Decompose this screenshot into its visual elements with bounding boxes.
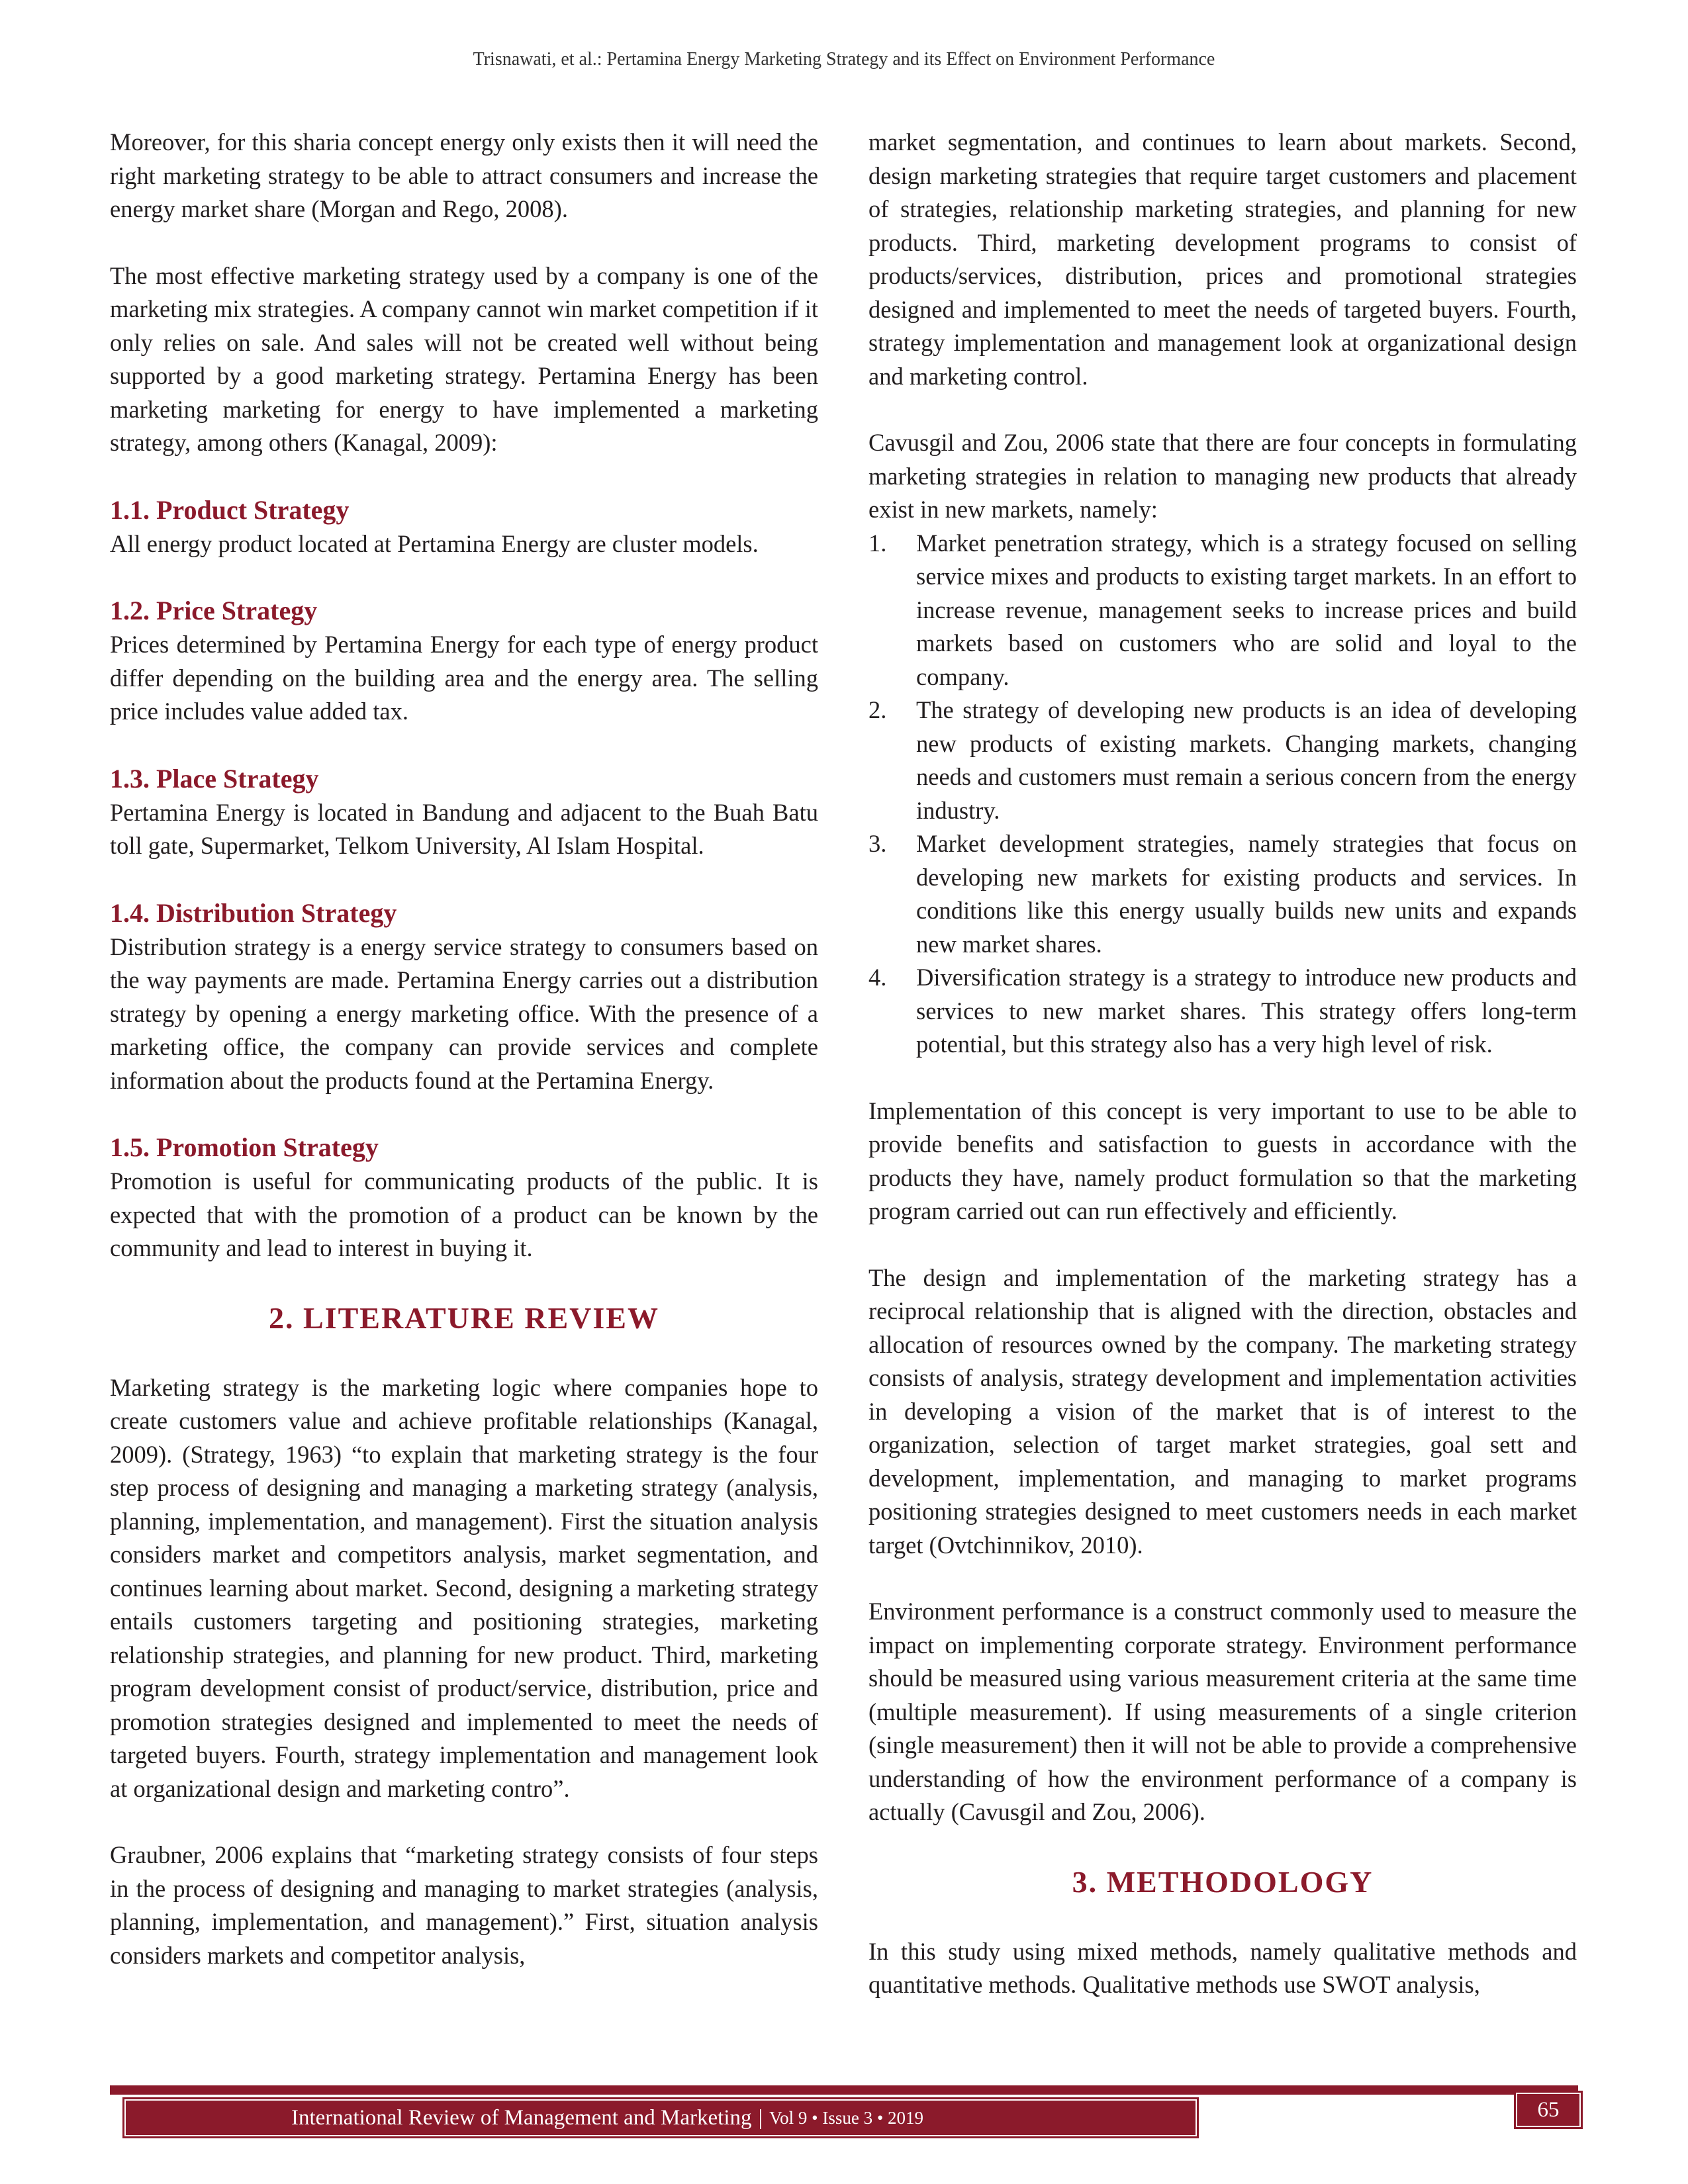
footer-issue-info: Vol 9 • Issue 3 • 2019 [769, 2107, 924, 2128]
paragraph: Promotion is useful for communicating products of the public. It is expected that with the promotion of a product can be known by the community and lead to interest in buying it. [110, 1167, 818, 1261]
strategy-concepts-list [868, 527, 1577, 1062]
list-number: 4. [868, 964, 887, 991]
list-item [868, 694, 1577, 827]
paragraph: Implementation of this concept is very important to use to be able to provide benefits and satisfaction to guests in accordance with the products they have, namely product formulation so that the marketing program carried out can run effectively and efficiently. [868, 1097, 1577, 1224]
footer-separator: | [758, 2105, 763, 2130]
list-number: 1. [868, 529, 887, 557]
running-title: Trisnawati, et al.: Pertamina Energy Marketing Strategy and its Effect on Environment Performance [473, 49, 1215, 69]
paragraph: All energy product located at Pertamina Energy are cluster models. [110, 529, 759, 557]
footer-rule [110, 2085, 1578, 2095]
paragraph: Prices determined by Pertamina Energy for each type of energy product differ depending on the building area and the energy area. The selling price includes value added tax. [110, 631, 818, 725]
section-heading-promotion-strategy: 1.5. Promotion Strategy [110, 1132, 379, 1162]
paragraph: In this study using mixed methods, namely qualitative methods and quantitative methods. Qualitative methods use SWOT analysis, [868, 1937, 1577, 1998]
paragraph: Marketing strategy is the marketing logic where companies hope to create customers value and achieve profitable relationships (Kanagal, 2009). (Strategy, 1963) “to explain that marketing strategy is the four step process of designing and managing a marketing strategy (analysis, planning, implementation, and management). First the situation analysis considers market and competitors analysis, market segmentation, and continues learning about market. Second, designing a marketing strategy entails customers targeting and positioning strategies, marketing relationship strategies, and planning for new product. Third, marketing program development consist of product/service, distribution, price and promotion strategies designed and implemented to meet the needs of targeted buyers. Fourth, strategy implementation and management look at organizational design and marketing contro”. [110, 1373, 818, 1802]
left-column [110, 126, 818, 1972]
paragraph: Environment performance is a construct commonly used to measure the impact on implementing corporate strategy. Environment performance should be measured using various measurement criteria at the same time (multiple measurement). If using measurements of a single criterion (single measurement) then it will not be able to provide a comprehensive understanding of how the environment performance of a company is actually (Cavusgil and Zou, 2006). [868, 1598, 1577, 1825]
page-number: 65 [1516, 2093, 1581, 2127]
section-heading-methodology: 3. METHODOLOGY [1072, 1864, 1374, 1899]
footer-journal-bar [124, 2099, 1197, 2136]
section-heading-place-strategy: 1.3. Place Strategy [110, 763, 319, 794]
paragraph: Moreover, for this sharia concept energy only exists then it will need the right marketing strategy to be able to attract consumers and increase the energy market share (Morgan and Rego, 2008). [110, 128, 818, 222]
paragraph: The most effective marketing strategy used by a company is one of the marketing mix strategies. A company cannot win market competition if it only relies on sale. And sales will not be created well without being supported by a good marketing strategy. Pertamina Energy has been marketing marketing for energy to have implemented a marketing strategy, among others (Kanagal, 2009): [110, 261, 818, 456]
right-column [868, 126, 1577, 2002]
footer-journal-name: International Review of Management and Marketing [291, 2105, 752, 2130]
section-heading-distribution-strategy: 1.4. Distribution Strategy [110, 897, 397, 928]
list-item-text: The strategy of developing new products is an idea of developing new products of existing markets. Changing markets, changing needs and customers must remain a serious concern from the energy industry. [916, 696, 1577, 824]
list-item [868, 961, 1577, 1062]
list-item [868, 527, 1577, 694]
list-item [868, 827, 1577, 961]
section-heading-price-strategy: 1.2. Price Strategy [110, 596, 318, 625]
list-number: 3. [868, 830, 887, 857]
paragraph: market segmentation, and continues to learn about markets. Second, design marketing strategies that require target customers and placement of strategies, relationship marketing strategies, and planning for new products. Third, marketing development programs to consist of products/services, distribution, prices and promotional strategies designed and implemented to meet the needs of targeted buyers. Fourth, strategy implementation and management look at organizational design and marketing control. [868, 128, 1577, 390]
list-item-text: Diversification strategy is a strategy to introduce new products and services to new market shares. This strategy offers long-term potential, but this strategy also has a very high level of risk. [916, 964, 1577, 1058]
list-item-text: Market development strategies, namely strategies that focus on developing new markets for existing products and services. In conditions like this energy usually builds new units and expands new market shares. [916, 830, 1577, 958]
list-item-text: Market penetration strategy, which is a strategy focused on selling service mixes and products to existing target markets. In an effort to increase revenue, management seeks to increase prices and build markets based on customers who are solid and loyal to the company. [916, 529, 1577, 690]
paragraph: Pertamina Energy is located in Bandung and adjacent to the Buah Batu toll gate, Supermarket, Telkom University, Al Islam Hospital. [110, 798, 818, 859]
paragraph: Graubner, 2006 explains that “marketing strategy consists of four steps in the process of designing and managing to market strategies (analysis, planning, implementation, and management).” First, situation analysis considers markets and competitor analysis, [110, 1841, 818, 1969]
paragraph: Distribution strategy is a energy service strategy to consumers based on the way payments are made. Pertamina Energy carries out a distribution strategy by opening a energy marketing office. With the presence of a marketing office, the company can provide services and complete information about the products found at the Pertamina Energy. [110, 933, 818, 1094]
section-heading-literature-review: 2. LITERATURE REVIEW [269, 1300, 659, 1335]
paragraph: The design and implementation of the marketing strategy has a reciprocal relationship that is aligned with the direction, obstacles and allocation of resources owned by the company. The marketing strategy consists of analysis, strategy development and implementation activities in developing a vision of the market that is of interest to the organization, selection of target market strategies, goal sett and development, implementation, and managing to market programs positioning strategies designed to meet customers needs in each market target (Ovtchinnikov, 2010). [868, 1263, 1577, 1559]
section-heading-product-strategy: 1.1. Product Strategy [110, 494, 350, 525]
paragraph: Cavusgil and Zou, 2006 state that there are four concepts in formulating marketing strategies in relation to managing new products that already exist in new markets, namely: [868, 429, 1577, 523]
list-number: 2. [868, 696, 887, 723]
